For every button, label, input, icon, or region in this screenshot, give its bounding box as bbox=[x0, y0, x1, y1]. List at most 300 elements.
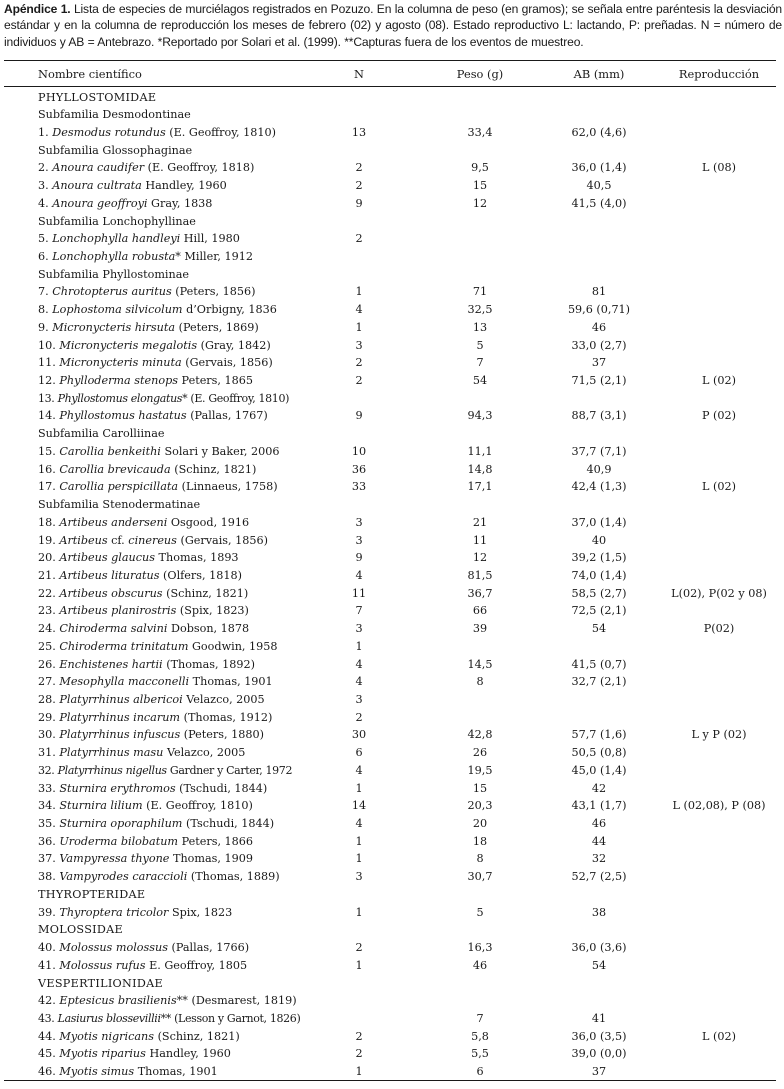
species-number: 30. bbox=[38, 728, 56, 742]
forearm-cell: 62,0 (4,6) bbox=[571, 125, 627, 139]
species-binomial: Myotis simus bbox=[59, 1065, 135, 1079]
n-cell: 1 bbox=[355, 285, 363, 299]
species-name-cell bbox=[38, 567, 242, 585]
n-cell: 6 bbox=[355, 746, 363, 760]
species-name-cell bbox=[38, 691, 265, 709]
subfamily-row bbox=[0, 496, 784, 514]
weight-cell: 15 bbox=[472, 179, 488, 193]
species-binomial: Myotis riparius bbox=[59, 1047, 146, 1061]
caption-label: Apéndice 1. bbox=[4, 2, 71, 16]
species-binomial: Eptesicus brasilienis** bbox=[59, 994, 188, 1008]
weight-cell: 5 bbox=[476, 338, 484, 352]
species-author: Thomas, 1901 bbox=[192, 675, 273, 689]
n-cell: 9 bbox=[355, 551, 363, 565]
weight-cell: 21 bbox=[472, 515, 488, 529]
species-binomial: Artibeus obscurus bbox=[59, 586, 163, 600]
species-binomial: Sturnira erythromos bbox=[59, 781, 176, 795]
forearm-cell: 71,5 (2,1) bbox=[571, 374, 627, 388]
n-cell: 4 bbox=[355, 763, 363, 777]
table-caption bbox=[4, 1, 782, 50]
forearm-cell: 42,4 (1,3) bbox=[571, 480, 627, 494]
family-row bbox=[0, 921, 784, 939]
weight-cell: 46 bbox=[472, 958, 488, 972]
species-number: 24. bbox=[38, 622, 56, 636]
n-cell: 2 bbox=[355, 374, 363, 388]
header-forearm: AB (mm) bbox=[573, 67, 625, 81]
species-name-cell bbox=[38, 833, 253, 851]
forearm-cell: 46 bbox=[591, 817, 607, 831]
species-author: (Gervais, 1856) bbox=[180, 533, 268, 547]
species-binomial: Chrotopterus auritus bbox=[52, 285, 172, 299]
forearm-cell: 40,9 bbox=[586, 462, 612, 476]
subfamily-row bbox=[0, 142, 784, 160]
species-name-cell bbox=[38, 177, 227, 195]
species-number: 25. bbox=[38, 639, 56, 653]
species-name-cell bbox=[38, 992, 297, 1010]
n-cell: 3 bbox=[355, 692, 363, 706]
subfamily-label: Subfamilia Desmodontinae bbox=[38, 108, 191, 122]
n-cell: 36 bbox=[351, 462, 367, 476]
n-cell: 7 bbox=[355, 604, 363, 618]
species-name-cell bbox=[38, 585, 248, 603]
forearm-cell: 39,0 (0,0) bbox=[571, 1047, 627, 1061]
weight-cell: 8 bbox=[476, 675, 484, 689]
species-name-cell bbox=[38, 744, 245, 762]
weight-cell: 26 bbox=[472, 746, 488, 760]
species-binomial: Platyrrhinus masu bbox=[59, 746, 164, 760]
species-row bbox=[0, 691, 784, 709]
species-name-cell bbox=[38, 283, 255, 301]
forearm-cell: 40 bbox=[591, 533, 607, 547]
species-name-cell bbox=[38, 904, 232, 922]
species-number: 29. bbox=[38, 710, 56, 724]
species-binomial: Platyrrhinus albericoi bbox=[59, 692, 183, 706]
weight-cell: 30,7 bbox=[467, 870, 493, 884]
n-cell: 10 bbox=[351, 444, 367, 458]
weight-cell: 18 bbox=[472, 834, 488, 848]
forearm-cell: 39,2 (1,5) bbox=[571, 551, 627, 565]
n-cell: 3 bbox=[355, 870, 363, 884]
species-author: E. Geoffroy, 1805 bbox=[149, 958, 248, 972]
subfamily-row bbox=[0, 425, 784, 443]
species-author: (E. Geoffroy, 1818) bbox=[147, 161, 255, 175]
species-binomial: Phyllostomus hastatus bbox=[59, 409, 187, 423]
n-cell: 4 bbox=[355, 303, 363, 317]
reproduction-cell: L (02,08), P (08) bbox=[672, 799, 766, 813]
n-cell: 1 bbox=[355, 1065, 363, 1079]
n-cell: 14 bbox=[351, 799, 367, 813]
species-number: 11. bbox=[38, 356, 56, 370]
n-cell: 4 bbox=[355, 817, 363, 831]
reproduction-cell: L (02) bbox=[702, 374, 736, 388]
forearm-cell: 38 bbox=[591, 905, 607, 919]
species-number: 14. bbox=[38, 409, 56, 423]
n-cell: 2 bbox=[355, 356, 363, 370]
species-binomial: Platyrrhinus incarum bbox=[59, 710, 181, 724]
weight-cell: 20,3 bbox=[467, 799, 493, 813]
species-row bbox=[0, 602, 784, 620]
species-number: 4. bbox=[38, 196, 49, 210]
species-name-cell bbox=[38, 850, 253, 868]
species-binomial: Carollia brevicauda bbox=[59, 462, 171, 476]
species-binomial: Molossus molossus bbox=[59, 941, 168, 955]
species-row bbox=[0, 177, 784, 195]
species-author: (Spix, 1823) bbox=[179, 604, 249, 618]
species-row bbox=[0, 904, 784, 922]
species-row bbox=[0, 390, 784, 408]
species-name-cell bbox=[38, 337, 271, 355]
weight-cell: 15 bbox=[472, 781, 488, 795]
species-number: 38. bbox=[38, 870, 56, 884]
species-row bbox=[0, 780, 784, 798]
species-qualifier: cf. bbox=[111, 533, 125, 547]
species-number: 15. bbox=[38, 444, 56, 458]
weight-cell: 9,5 bbox=[471, 161, 489, 175]
forearm-cell: 33,0 (2,7) bbox=[571, 338, 627, 352]
forearm-cell: 57,7 (1,6) bbox=[571, 728, 627, 742]
n-cell: 4 bbox=[355, 568, 363, 582]
species-number: 21. bbox=[38, 568, 56, 582]
species-binomial: Carollia benkeithi bbox=[59, 444, 161, 458]
family-row bbox=[0, 89, 784, 107]
reproduction-cell: L (08) bbox=[702, 161, 736, 175]
species-name-cell bbox=[38, 939, 249, 957]
species-number: 1. bbox=[38, 125, 49, 139]
weight-cell: 39 bbox=[472, 622, 488, 636]
n-cell: 3 bbox=[355, 515, 363, 529]
subfamily-row bbox=[0, 106, 784, 124]
species-number: 16. bbox=[38, 462, 56, 476]
subfamily-label: Subfamilia Phyllostominae bbox=[38, 267, 190, 281]
species-author: Velazco, 2005 bbox=[186, 692, 265, 706]
forearm-cell: 41,5 (4,0) bbox=[571, 196, 627, 210]
species-name-cell bbox=[38, 354, 273, 372]
weight-cell: 8 bbox=[476, 852, 484, 866]
forearm-cell: 88,7 (3,1) bbox=[571, 409, 627, 423]
species-author: (Tschudi, 1844) bbox=[185, 817, 275, 831]
species-number: 3. bbox=[38, 179, 49, 193]
weight-cell: 66 bbox=[472, 604, 488, 618]
species-author: (Tschudi, 1844) bbox=[179, 781, 268, 795]
species-author: Velazco, 2005 bbox=[166, 746, 246, 760]
n-cell: 1 bbox=[355, 320, 363, 334]
weight-cell: 36,7 bbox=[467, 586, 493, 600]
species-binomial: Artibeus glaucus bbox=[59, 551, 155, 565]
species-binomial: Vampyrodes caraccioli bbox=[59, 870, 188, 884]
species-binomial: Anoura geoffroyi bbox=[52, 196, 148, 210]
n-cell: 1 bbox=[355, 781, 363, 795]
forearm-cell: 54 bbox=[591, 958, 607, 972]
species-name-cell bbox=[38, 159, 254, 177]
weight-cell: 5 bbox=[476, 905, 484, 919]
n-cell: 3 bbox=[355, 622, 363, 636]
species-author: (Thomas, 1892) bbox=[166, 657, 255, 671]
species-row bbox=[0, 709, 784, 727]
weight-cell: 19,5 bbox=[467, 763, 493, 777]
species-number: 9. bbox=[38, 320, 49, 334]
species-name-cell bbox=[38, 372, 253, 390]
n-cell: 2 bbox=[355, 1047, 363, 1061]
species-row bbox=[0, 726, 784, 744]
species-name-cell bbox=[38, 230, 240, 248]
species-binomial: Micronycteris megalotis bbox=[59, 338, 198, 352]
species-binomial: Artibeus bbox=[59, 533, 108, 547]
species-row bbox=[0, 850, 784, 868]
forearm-cell: 37,0 (1,4) bbox=[571, 515, 627, 529]
header-reproduction: Reproducción bbox=[678, 67, 760, 81]
species-author: (Pallas, 1766) bbox=[171, 941, 250, 955]
forearm-cell: 36,0 (3,5) bbox=[571, 1029, 627, 1043]
n-cell: 3 bbox=[355, 338, 363, 352]
species-number: 33. bbox=[38, 781, 56, 795]
n-cell: 2 bbox=[355, 161, 363, 175]
n-cell: 9 bbox=[355, 196, 363, 210]
species-binomial: Myotis nigricans bbox=[59, 1029, 154, 1043]
species-row bbox=[0, 514, 784, 532]
weight-cell: 6 bbox=[476, 1065, 484, 1079]
n-cell: 2 bbox=[355, 179, 363, 193]
reproduction-cell: L (02) bbox=[702, 1029, 736, 1043]
species-author: (E. Geoffroy, 1810) bbox=[190, 391, 290, 405]
species-number: 19. bbox=[38, 533, 56, 547]
species-binomial: Phyllostomus elongatus* bbox=[57, 391, 188, 405]
species-row bbox=[0, 638, 784, 656]
family-row bbox=[0, 886, 784, 904]
forearm-cell: 36,0 (3,6) bbox=[571, 941, 627, 955]
subfamily-label: Subfamilia Carolliinae bbox=[38, 427, 165, 441]
species-author: (Peters, 1869) bbox=[178, 320, 259, 334]
species-number: 41. bbox=[38, 958, 56, 972]
weight-cell: 32,5 bbox=[467, 303, 493, 317]
family-label: PHYLLOSTOMIDAE bbox=[38, 90, 157, 104]
species-row bbox=[0, 195, 784, 213]
species-author: (E. Geoffroy, 1810) bbox=[169, 125, 276, 139]
species-number: 31. bbox=[38, 746, 56, 760]
species-row bbox=[0, 585, 784, 603]
reproduction-cell: L(02), P(02 y 08) bbox=[671, 586, 767, 600]
forearm-cell: 37 bbox=[591, 1065, 607, 1079]
species-row bbox=[0, 744, 784, 762]
species-name-cell bbox=[38, 514, 249, 532]
species-row bbox=[0, 478, 784, 496]
reproduction-cell: L (02) bbox=[702, 480, 736, 494]
species-name-cell bbox=[38, 532, 268, 550]
forearm-cell: 54 bbox=[591, 622, 607, 636]
species-name-cell bbox=[38, 726, 264, 744]
species-row bbox=[0, 1028, 784, 1046]
species-binomial: Lasiurus blossevillii** bbox=[57, 1011, 171, 1025]
species-binomial: Lonchophylla handleyi bbox=[52, 232, 181, 246]
species-binomial: Artibeus lituratus bbox=[59, 568, 160, 582]
reproduction-cell: P(02) bbox=[703, 622, 735, 636]
species-author: Miller, 1912 bbox=[184, 249, 253, 263]
species-name-cell bbox=[38, 638, 278, 656]
species-author: Dobson, 1878 bbox=[170, 622, 250, 636]
table-header-rule bbox=[4, 86, 776, 87]
species-binomial: Micronycteris hirsuta bbox=[52, 320, 176, 334]
weight-cell: 81,5 bbox=[467, 568, 493, 582]
reproduction-cell: L y P (02) bbox=[691, 728, 747, 742]
species-epithet: cinereus bbox=[128, 533, 177, 547]
species-author: (Schinz, 1821) bbox=[166, 586, 249, 600]
weight-cell: 12 bbox=[472, 196, 488, 210]
n-cell: 30 bbox=[351, 728, 367, 742]
weight-cell: 94,3 bbox=[467, 409, 493, 423]
species-name-cell bbox=[38, 301, 277, 319]
species-row bbox=[0, 1010, 784, 1028]
species-row bbox=[0, 301, 784, 319]
species-name-cell bbox=[38, 1028, 240, 1046]
forearm-cell: 52,7 (2,5) bbox=[571, 870, 627, 884]
species-name-cell bbox=[38, 673, 273, 691]
species-binomial: Phylloderma stenops bbox=[59, 374, 178, 388]
species-row bbox=[0, 868, 784, 886]
forearm-cell: 32,7 (2,1) bbox=[571, 675, 627, 689]
species-name-cell bbox=[38, 620, 249, 638]
subfamily-label: Subfamilia Lonchophyllinae bbox=[38, 214, 196, 228]
n-cell: 33 bbox=[351, 480, 367, 494]
species-number: 10. bbox=[38, 338, 56, 352]
species-binomial: Molossus rufus bbox=[59, 958, 146, 972]
weight-cell: 13 bbox=[472, 320, 488, 334]
weight-cell: 71 bbox=[472, 285, 488, 299]
species-author: Osgood, 1916 bbox=[170, 515, 250, 529]
forearm-cell: 36,0 (1,4) bbox=[571, 161, 627, 175]
species-name-cell bbox=[38, 762, 292, 780]
species-row bbox=[0, 620, 784, 638]
species-name-cell bbox=[38, 478, 278, 496]
species-number: 7. bbox=[38, 285, 49, 299]
species-name-cell bbox=[38, 780, 267, 798]
species-name-cell bbox=[38, 461, 256, 479]
header-n: N bbox=[354, 67, 364, 81]
species-author: (Schinz, 1821) bbox=[157, 1029, 240, 1043]
n-cell: 9 bbox=[355, 409, 363, 423]
species-author: Peters, 1866 bbox=[181, 834, 254, 848]
species-number: 8. bbox=[38, 303, 49, 317]
forearm-cell: 81 bbox=[591, 285, 607, 299]
species-binomial: Vampyressa thyone bbox=[59, 852, 170, 866]
species-number: 42. bbox=[38, 994, 56, 1008]
species-row bbox=[0, 354, 784, 372]
species-number: 22. bbox=[38, 586, 56, 600]
n-cell: 13 bbox=[351, 125, 367, 139]
species-binomial: Anoura cultrata bbox=[52, 179, 142, 193]
weight-cell: 54 bbox=[472, 374, 488, 388]
weight-cell: 7 bbox=[476, 356, 484, 370]
header-scientific-name: Nombre científico bbox=[38, 67, 142, 81]
species-author: Hill, 1980 bbox=[183, 232, 240, 246]
weight-cell: 11,1 bbox=[467, 444, 493, 458]
species-name-cell bbox=[38, 1010, 300, 1028]
n-cell: 2 bbox=[355, 1029, 363, 1043]
species-number: 2. bbox=[38, 161, 49, 175]
weight-cell: 33,4 bbox=[467, 125, 493, 139]
species-author: Handley, 1960 bbox=[145, 179, 227, 193]
species-number: 34. bbox=[38, 799, 56, 813]
species-row bbox=[0, 833, 784, 851]
weight-cell: 17,1 bbox=[467, 480, 493, 494]
n-cell: 4 bbox=[355, 657, 363, 671]
species-binomial: Sturnira oporaphilum bbox=[59, 817, 183, 831]
species-row bbox=[0, 407, 784, 425]
forearm-cell: 59,6 (0,71) bbox=[567, 303, 631, 317]
species-row bbox=[0, 567, 784, 585]
species-author: Thomas, 1893 bbox=[158, 551, 239, 565]
species-name-cell bbox=[38, 443, 279, 461]
species-number: 36. bbox=[38, 834, 56, 848]
n-cell: 2 bbox=[355, 232, 363, 246]
n-cell: 4 bbox=[355, 675, 363, 689]
species-row bbox=[0, 319, 784, 337]
species-name-cell bbox=[38, 407, 268, 425]
forearm-cell: 58,5 (2,7) bbox=[571, 586, 627, 600]
species-author: (Lesson y Garnot, 1826) bbox=[174, 1011, 301, 1025]
subfamily-row bbox=[0, 266, 784, 284]
species-number: 44. bbox=[38, 1029, 56, 1043]
species-name-cell bbox=[38, 602, 249, 620]
weight-cell: 5,5 bbox=[471, 1047, 489, 1061]
n-cell: 2 bbox=[355, 941, 363, 955]
species-binomial: Lophostoma silvicolum bbox=[52, 303, 183, 317]
weight-cell: 42,8 bbox=[467, 728, 493, 742]
forearm-cell: 45,0 (1,4) bbox=[571, 763, 627, 777]
species-author: Thomas, 1909 bbox=[173, 852, 254, 866]
species-author: (Gervais, 1856) bbox=[185, 356, 273, 370]
species-row bbox=[0, 1045, 784, 1063]
species-row bbox=[0, 673, 784, 691]
species-binomial: Sturnira lilium bbox=[59, 799, 143, 813]
species-row bbox=[0, 124, 784, 142]
species-name-cell bbox=[38, 319, 259, 337]
species-author: Handley, 1960 bbox=[149, 1047, 231, 1061]
n-cell: 11 bbox=[351, 586, 367, 600]
species-number: 17. bbox=[38, 480, 56, 494]
species-row bbox=[0, 1063, 784, 1081]
species-name-cell bbox=[38, 195, 212, 213]
species-number: 23. bbox=[38, 604, 56, 618]
family-label: VESPERTILIONIDAE bbox=[38, 976, 163, 990]
species-author: (Schinz, 1821) bbox=[174, 462, 257, 476]
species-number: 43. bbox=[38, 1011, 55, 1025]
forearm-cell: 37,7 (7,1) bbox=[571, 444, 627, 458]
species-number: 26. bbox=[38, 657, 56, 671]
species-row bbox=[0, 939, 784, 957]
forearm-cell: 72,5 (2,1) bbox=[571, 604, 627, 618]
species-row bbox=[0, 443, 784, 461]
weight-cell: 7 bbox=[476, 1011, 484, 1025]
forearm-cell: 43,1 (1,7) bbox=[571, 799, 627, 813]
species-binomial: Artibeus planirostris bbox=[59, 604, 177, 618]
species-row bbox=[0, 337, 784, 355]
species-number: 35. bbox=[38, 817, 56, 831]
n-cell: 2 bbox=[355, 710, 363, 724]
subfamily-row bbox=[0, 213, 784, 231]
species-binomial: Lonchophylla robusta* bbox=[52, 249, 181, 263]
species-number: 40. bbox=[38, 941, 56, 955]
species-author: (Desmarest, 1819) bbox=[191, 994, 297, 1008]
species-author: (Linnaeus, 1758) bbox=[181, 480, 278, 494]
species-author: (Peters, 1880) bbox=[183, 728, 264, 742]
species-number: 18. bbox=[38, 515, 56, 529]
species-name-cell bbox=[38, 957, 247, 975]
species-name-cell bbox=[38, 868, 280, 886]
species-number: 45. bbox=[38, 1047, 56, 1061]
species-number: 39. bbox=[38, 905, 56, 919]
species-name-cell bbox=[38, 390, 289, 408]
forearm-cell: 37 bbox=[591, 356, 607, 370]
n-cell: 1 bbox=[355, 958, 363, 972]
